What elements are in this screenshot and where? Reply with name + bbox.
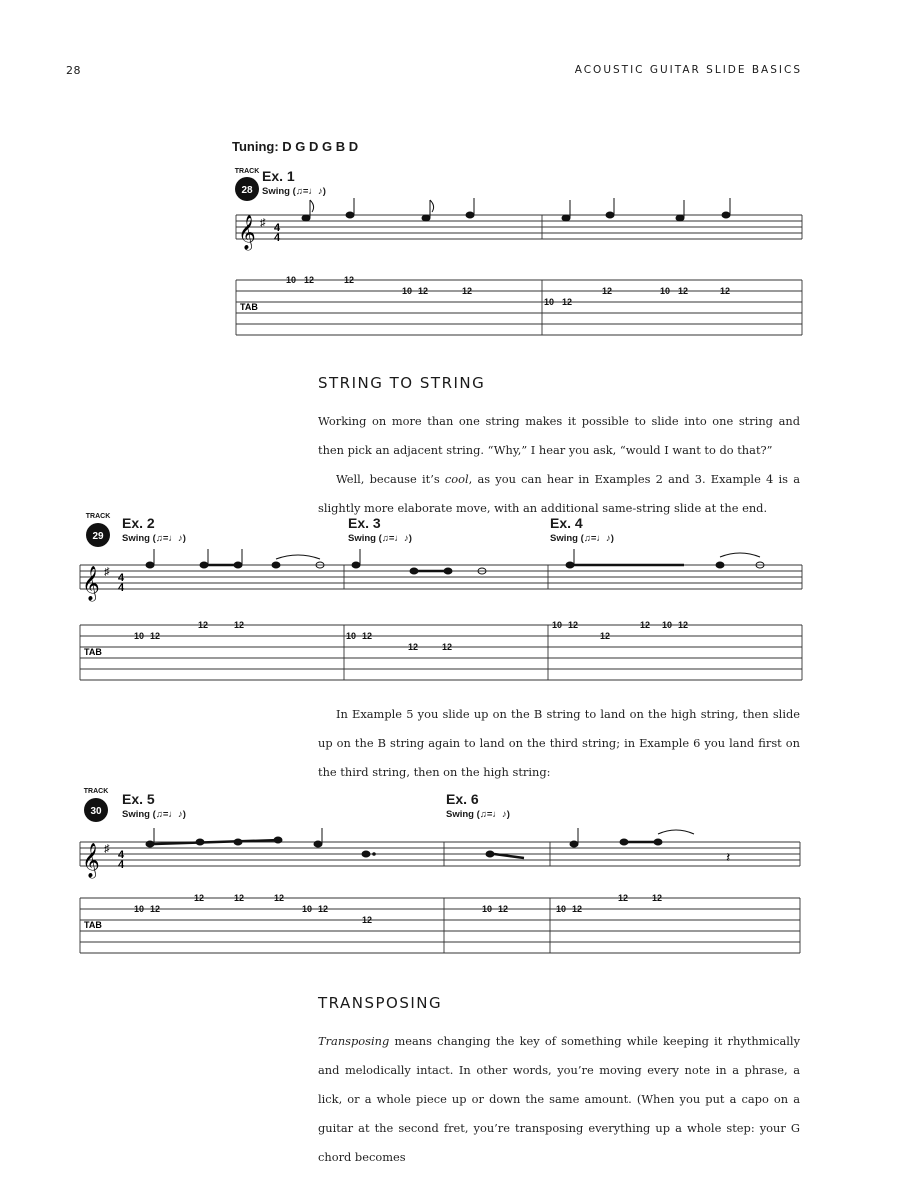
fret-number: 12: [304, 275, 315, 285]
fret-number: 12: [678, 620, 689, 630]
track-number: 28: [241, 185, 253, 196]
fret-number: 10: [552, 620, 563, 630]
fret-number: 12: [462, 286, 473, 296]
paragraph: In Example 5 you slide up on the B string to land on the high string, then slide up on the B string again to land on the third string; in Example 6 you land first on the third string, then on the high string:: [318, 707, 800, 779]
paragraph: Well, because it’s cool, as you can hear in Examples 2 and 3. Example 4 is a slightly more elaborate move, with an additional same-string slide at the end.: [318, 472, 800, 515]
paragraph: Working on more than one string makes it possible to slide into one string and then pick an adjacent string. “Why,” I hear you ask, “would I want to do that?”: [318, 414, 800, 457]
fret-number: 12: [618, 893, 629, 903]
svg-text:4: 4: [118, 849, 125, 861]
example-5-swing: Swing (♫=♩♪): [122, 809, 186, 820]
example-4-swing: Swing (♫=♩♪): [550, 533, 614, 544]
track-badge: [86, 513, 111, 547]
fret-number: 12: [652, 893, 663, 903]
fret-number: 12: [568, 620, 579, 630]
page-number: 28: [66, 64, 81, 77]
key-signature: ♯: [104, 843, 110, 855]
running-head: ACOUSTIC GUITAR SLIDE BASICS: [574, 64, 802, 76]
tuning-label: Tuning: D G D G B D: [232, 139, 359, 154]
fret-number: 12: [194, 893, 205, 903]
fret-number: 12: [600, 631, 611, 641]
section-heading-string-to-string: STRING TO STRING: [318, 374, 486, 392]
svg-text:𝄽: 𝄽: [726, 849, 731, 865]
key-signature: ♯: [104, 566, 110, 578]
tab-clef: TAB: [84, 647, 102, 657]
fret-number: 12: [234, 893, 245, 903]
fret-number: 10: [482, 904, 493, 914]
key-signature: ♯: [260, 217, 266, 229]
staff: [80, 565, 802, 589]
example-4-label: Ex. 4: [550, 515, 583, 531]
track-word: TRACK: [234, 168, 260, 175]
example-6-label: Ex. 6: [446, 791, 479, 807]
section-heading-transposing: TRANSPOSING: [318, 994, 443, 1012]
fret-number: 10: [544, 297, 555, 307]
fret-number: 10: [302, 904, 313, 914]
example-1-label: Ex. 1: [262, 168, 295, 184]
fret-number: 10: [346, 631, 357, 641]
fret-number: 10: [402, 286, 413, 296]
track-badge: [235, 168, 260, 201]
fret-number: 12: [234, 620, 245, 630]
fret-number: 12: [418, 286, 429, 296]
track-number: 30: [90, 806, 102, 817]
example-1-swing: Swing (♫=♩♪): [262, 186, 326, 197]
svg-text:4: 4: [118, 572, 125, 584]
fret-number: 12: [678, 286, 689, 296]
tab-clef: TAB: [84, 920, 102, 930]
tab-staff: [236, 280, 802, 335]
track-badge: [84, 788, 109, 822]
fret-number: 10: [556, 904, 567, 914]
example-6-swing: Swing (♫=♩♪): [446, 809, 510, 820]
time-signature-bottom: 4: [274, 232, 281, 244]
fret-number: 10: [662, 620, 673, 630]
fret-number: 12: [562, 297, 573, 307]
notes: [146, 828, 730, 865]
fret-number: 12: [362, 915, 373, 925]
treble-clef: 𝄞: [82, 844, 100, 877]
fret-number: 12: [274, 893, 285, 903]
example-3-label: Ex. 3: [348, 515, 381, 531]
example-5-label: Ex. 5: [122, 791, 155, 807]
svg-text:4: 4: [118, 859, 125, 871]
fret-number: 10: [286, 275, 297, 285]
section2-body: [318, 1027, 800, 1172]
fret-number: 12: [150, 904, 161, 914]
notes: [302, 198, 730, 221]
fret-number: 10: [660, 286, 671, 296]
fret-number: 12: [344, 275, 355, 285]
track-word: TRACK: [83, 788, 109, 795]
fret-number: 12: [150, 631, 161, 641]
fret-number: 10: [134, 904, 145, 914]
staff: [80, 842, 800, 866]
fret-number: 12: [362, 631, 373, 641]
example-2-label: Ex. 2: [122, 515, 155, 531]
fret-number: 12: [572, 904, 583, 914]
fret-number: 12: [640, 620, 651, 630]
track-word: TRACK: [85, 513, 111, 520]
fret-number: 12: [602, 286, 613, 296]
fret-number: 12: [498, 904, 509, 914]
section1-body-2: [318, 700, 800, 787]
fret-number: 12: [442, 642, 453, 652]
tab-clef: TAB: [240, 302, 258, 312]
example-2-swing: Swing (♫=♩♪): [122, 533, 186, 544]
staff: [236, 215, 802, 239]
paragraph: Transposing means changing the key of something while keeping it rhythmically and melodically intact. In other words, you’re moving every note in a phrase, a lick, or a whole piece up or down the same amount. (When you put a capo on a guitar at the second fret, you’re transposing everything up a whole step: your G chord becomes: [318, 1034, 800, 1164]
time-signature-top: 4: [274, 222, 281, 234]
notes: [146, 549, 764, 574]
tab-staff: [80, 625, 802, 680]
svg-text:4: 4: [118, 582, 125, 594]
track-number: 29: [92, 531, 104, 542]
treble-clef: 𝄞: [238, 216, 256, 249]
fret-number: 12: [720, 286, 731, 296]
fret-number: 12: [408, 642, 419, 652]
example-3-swing: Swing (♫=♩♪): [348, 533, 412, 544]
examples-2-4-notation: [70, 505, 810, 685]
tab-staff: [80, 898, 800, 953]
fret-number: 12: [198, 620, 209, 630]
fret-number: 10: [134, 631, 145, 641]
treble-clef: 𝄞: [82, 567, 100, 600]
fret-number: 12: [318, 904, 329, 914]
